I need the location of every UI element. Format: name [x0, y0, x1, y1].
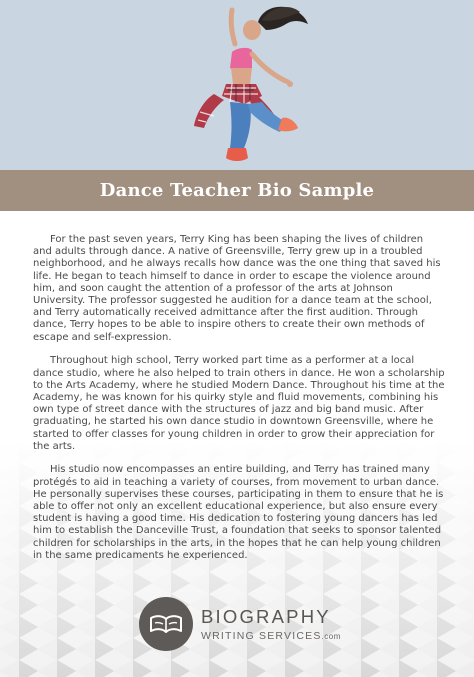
bio-paragraph: Throughout high school, Terry worked part time as a performer at a local dance studio, where he also helped to train others in dance. He won a scholarship to the Arts Academy, where he studied Modern Dance. Throughout his time at the Academy, he was known for his quirky style and fluid movements, combining his own type of street dance with the structures of jazz and big band music. After graduating, he started his own dance studio in downtown Greensville, where he started to offer classes for young children in order to grow their appreciation for the arts.	[33, 355, 445, 452]
open-book-icon	[139, 597, 193, 651]
page-title: Dance Teacher Bio Sample	[99, 180, 375, 201]
logo-domain-suffix: .com	[321, 632, 341, 641]
logo-tagline-text: WRITING SERVICES	[201, 630, 322, 642]
bio-body	[33, 234, 445, 574]
logo-tagline	[201, 630, 341, 642]
logo-badge	[139, 597, 193, 651]
company-logo	[139, 597, 349, 653]
dancer-illustration	[0, 0, 474, 170]
hero-photo	[0, 0, 474, 170]
title-banner	[0, 170, 474, 211]
bio-paragraph: His studio now encompasses an entire building, and Terry has trained many protégés to aid in teaching a variety of courses, from movement to urban dance. He personally supervises these courses, participating in them to ensure that he is able to offer not only an excellent educational experience, but also ensure every student is having a good time. His dedication to fostering young dancers has led him to establish the Danceville Trust, a foundation that seeks to sponsor talented children for scholarships in the arts, in the hopes that he can help young children in the same predicaments he experienced.	[33, 464, 444, 561]
bio-paragraph: For the past seven years, Terry King has been shaping the lives of children and adults through dance. A native of Greensville, Terry grew up in a troubled neighborhood, and he always recalls how dance was the one thing that saved his life. He began to teach himself to dance in order to escape the violence around him, and soon caught the attention of a professor of the arts at Johnson University. The professor suggested he audition for a dance team at the school, and Terry automatically received admittance after the first audition. Through dance, Terry hopes to be able to inspire others to create their own methods of escape and self-expression.	[33, 234, 441, 343]
logo-wordmark: BIOGRAPHY	[201, 606, 331, 627]
